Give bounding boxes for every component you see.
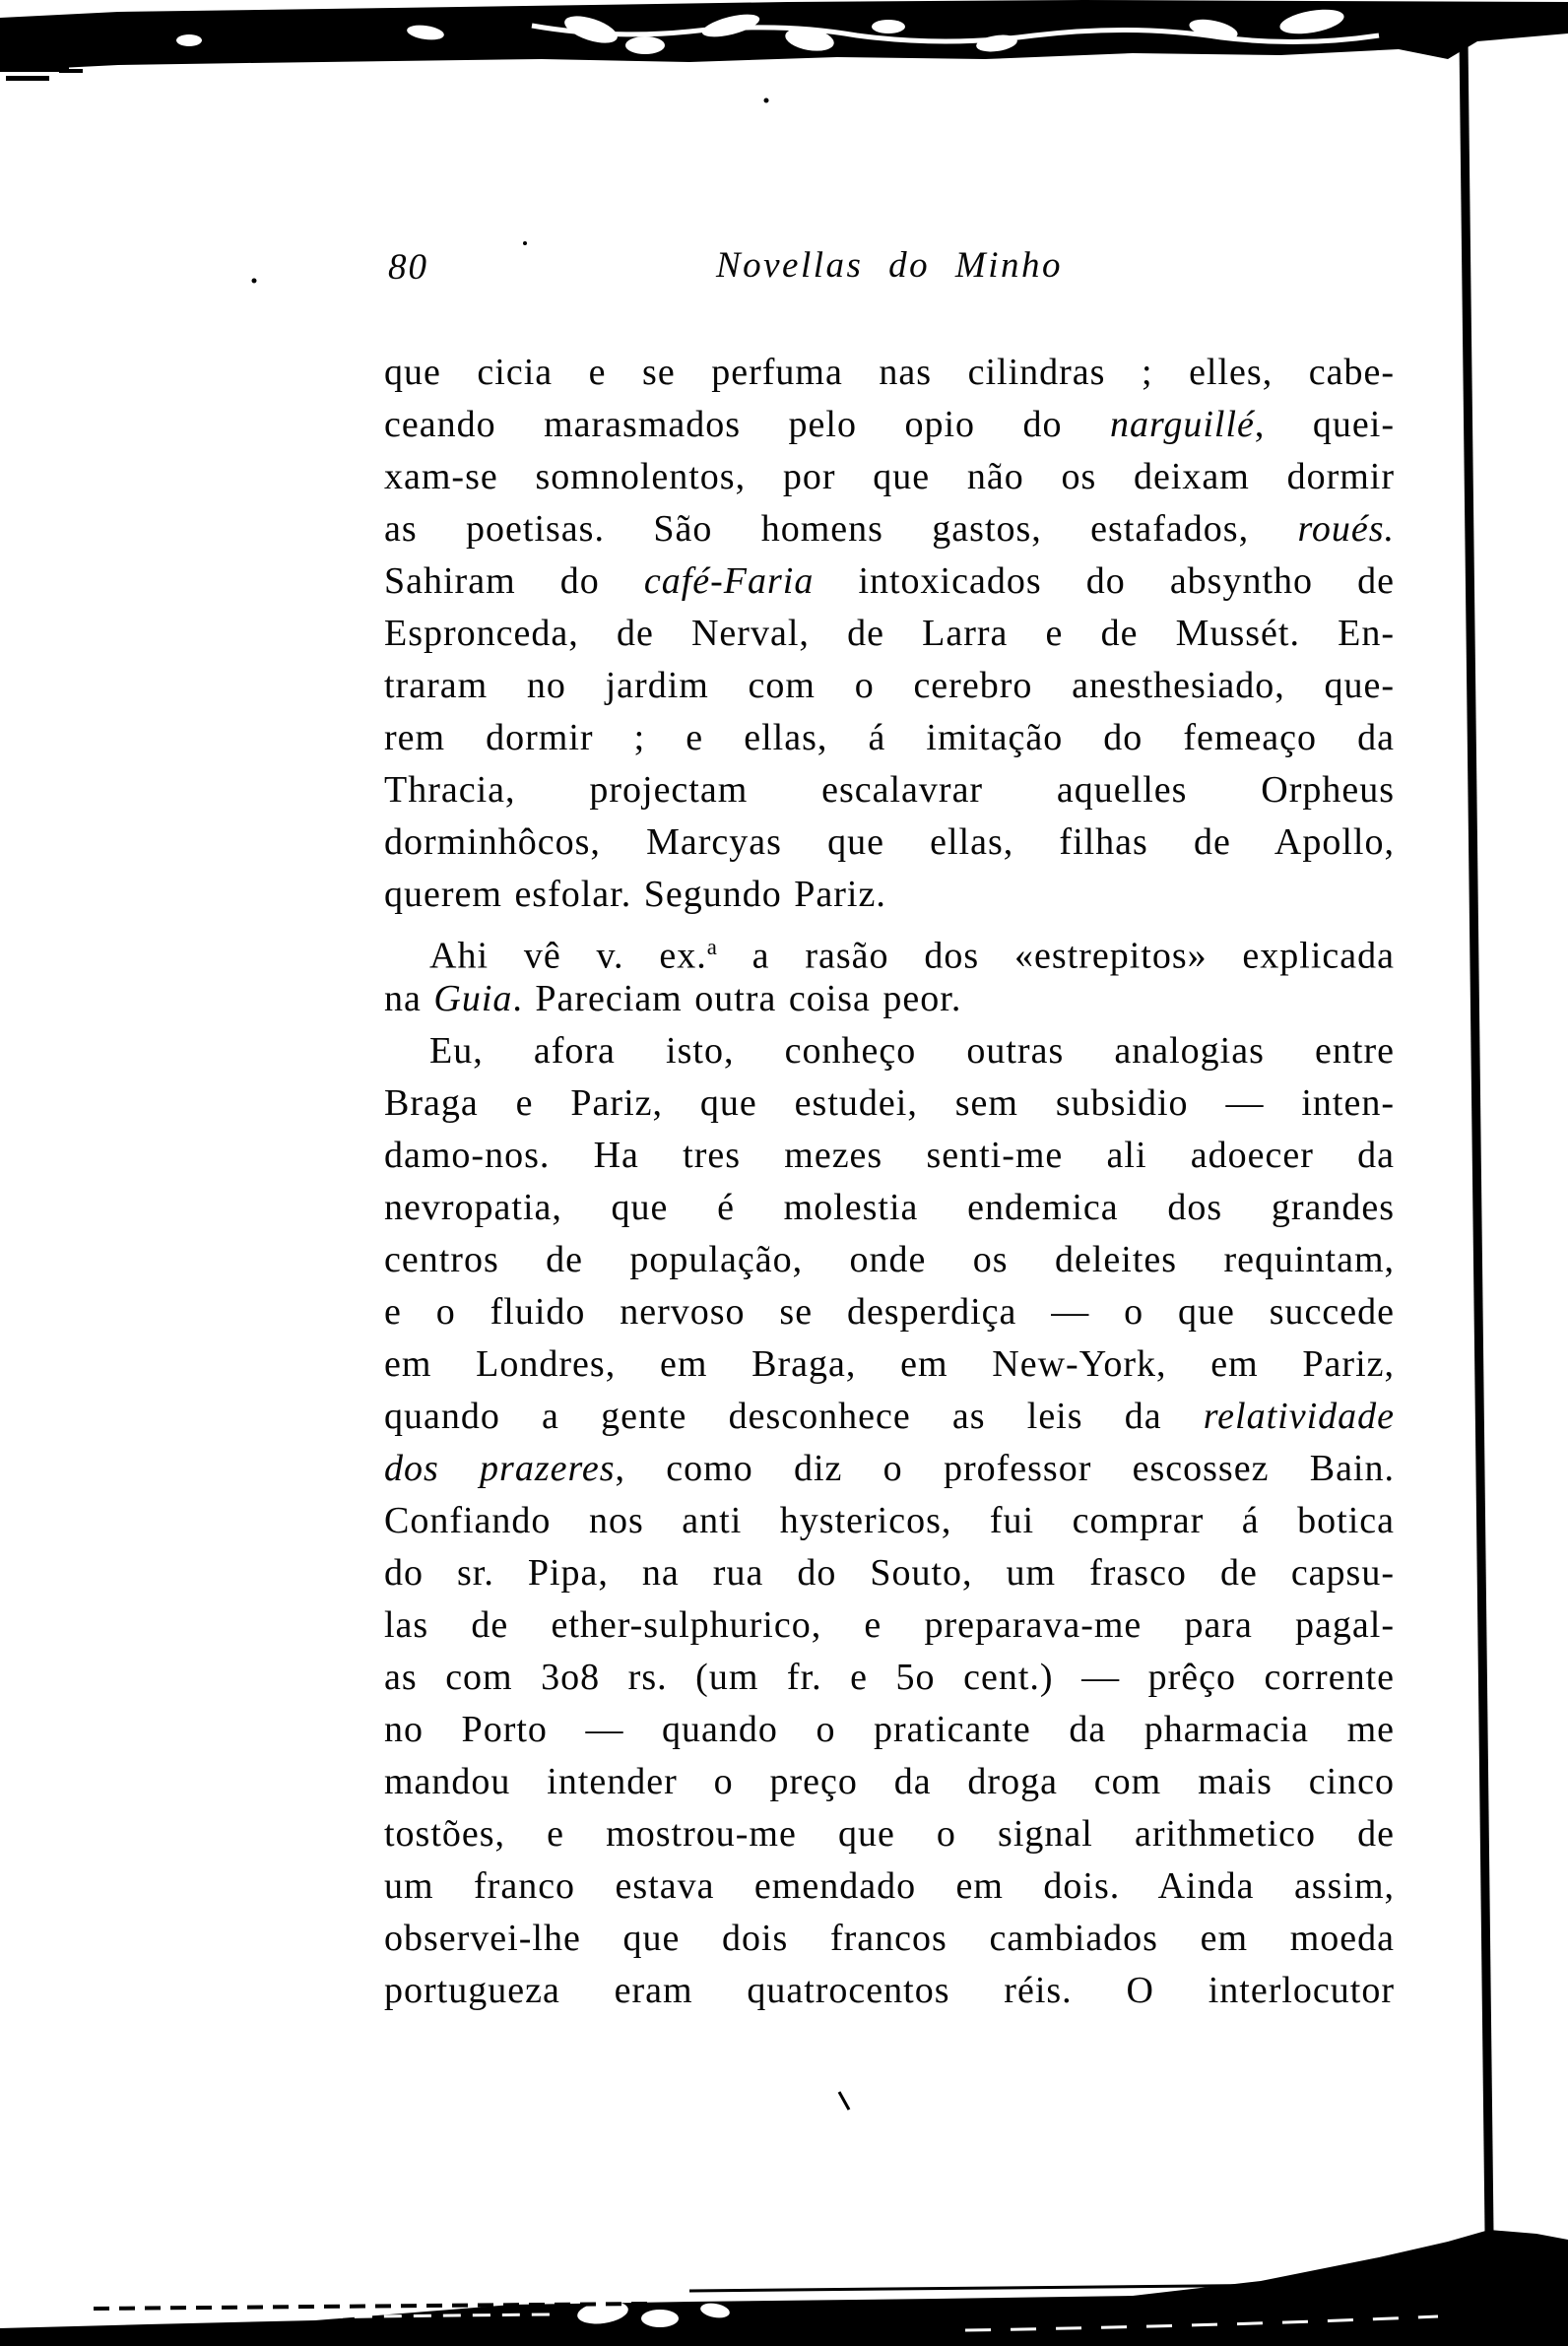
text-line	[384, 1495, 1395, 1547]
running-title: Novellas do Minho	[715, 245, 1064, 286]
text-line	[384, 1756, 1395, 1808]
text-run: Sahiram do	[384, 560, 644, 602]
italic-text: café-Faria	[643, 560, 815, 602]
body-text	[384, 347, 1395, 2017]
text-run: rem dormir ; e ellas, á imitação do femeaço da	[384, 717, 1395, 758]
text-run: e o fluido nervoso se desperdiça — o que succede	[384, 1291, 1395, 1333]
text-run: Eu, afora isto, conheço outras analogias entre	[429, 1030, 1395, 1072]
italic-text: dos prazeres	[384, 1448, 616, 1489]
text-line	[384, 1077, 1395, 1130]
scan-right-edge-line	[1464, 39, 1489, 2232]
scan-bottom-thin-line	[689, 2283, 1507, 2291]
text-line	[384, 660, 1395, 712]
text-run: portugueza eram quatrocentos réis. O interlocutor	[384, 1970, 1395, 2011]
text-line	[384, 1338, 1395, 1391]
text-line	[384, 1652, 1395, 1704]
text-line	[384, 503, 1395, 555]
text-run: a rasão dos «estrepitos» explicada	[716, 935, 1396, 977]
text-run: observei-lhe que dois francos cambiados em moeda	[384, 1918, 1395, 1959]
page-header	[384, 244, 1395, 297]
text-line	[384, 1547, 1395, 1599]
text-line	[384, 764, 1395, 816]
text-line	[384, 816, 1395, 869]
scan-top-band	[0, 0, 1568, 69]
text-run: Thracia, projectam escalavrar aquelles Orpheus	[384, 769, 1395, 811]
text-run: Ahi vê v. ex.	[429, 935, 707, 977]
text-run: ceando marasmados pelo opio do	[384, 404, 1110, 445]
text-run: na	[384, 978, 434, 1019]
text-run: um franco estava emendado em dois. Ainda assim,	[384, 1865, 1395, 1907]
text-run: do sr. Pipa, na rua do Souto, um frasco de capsu-	[384, 1552, 1395, 1594]
text-line	[384, 1391, 1395, 1443]
text-line	[384, 869, 1395, 921]
text-line	[384, 555, 1395, 608]
text-line	[384, 1965, 1395, 2017]
scan-bottom-dashed-line	[94, 2304, 650, 2309]
text-line	[384, 712, 1395, 764]
scan-bottom-band	[0, 2230, 1568, 2346]
text-run: damo-nos. Ha tres mezes senti-me ali adoecer da	[384, 1135, 1395, 1176]
text-run: Confiando nos anti hystericos, fui comprar á botica	[384, 1500, 1395, 1541]
text-run: Braga e Pariz, que estudei, sem subsidio — inten-	[384, 1082, 1395, 1124]
text-run: , como diz o professor escossez Bain.	[615, 1448, 1395, 1489]
text-run: centros de população, onde os deleites requintam,	[384, 1239, 1395, 1280]
text-run: dorminhôcos, Marcyas que ellas, filhas de Apollo,	[384, 821, 1395, 863]
text-line	[384, 921, 1396, 977]
text-line	[384, 1025, 1395, 1077]
text-run: as com 3o8 rs. (um fr. e 5o cent.) — prêço corrente	[384, 1657, 1395, 1698]
text-run: xam-se somnolentos, por que não os deixam dormir	[384, 456, 1395, 497]
italic-text: Guia	[433, 978, 513, 1019]
text-run: em Londres, em Braga, em New-York, em Pariz,	[384, 1343, 1395, 1385]
text-run: mandou intender o preço da droga com mais cinco	[384, 1761, 1395, 1802]
text-line	[384, 1443, 1395, 1495]
text-line	[384, 1860, 1395, 1913]
text-line	[384, 973, 1395, 1025]
text-run: tostões, e mostrou-me que o signal arithmetico de	[384, 1813, 1395, 1855]
text-line	[384, 608, 1395, 660]
text-line	[384, 1286, 1395, 1338]
page-number: 80	[388, 247, 428, 288]
text-run: nevropatia, que é molestia endemica dos grandes	[384, 1187, 1395, 1228]
italic-text: roués.	[1297, 508, 1395, 550]
text-line	[384, 1704, 1395, 1756]
text-run: . Pareciam outra coisa peor.	[512, 978, 962, 1019]
italic-text: narguillé	[1110, 404, 1255, 445]
superscript-text: a	[706, 935, 717, 959]
text-run: as poetisas. São homens gastos, estafados,	[384, 508, 1298, 550]
text-run: quando a gente desconhece as leis da	[384, 1396, 1204, 1437]
text-line	[384, 1599, 1395, 1652]
text-line	[384, 399, 1395, 451]
scan-top-left-marks	[0, 63, 83, 81]
text-line	[384, 1130, 1395, 1182]
text-line	[384, 347, 1395, 399]
text-line	[384, 1182, 1395, 1234]
text-run: , quei-	[1254, 404, 1395, 445]
scan-bottom-band-tears	[89, 2298, 1438, 2330]
text-run: que cicia e se perfuma nas cilindras ; elles, cabe-	[384, 352, 1395, 393]
text-line	[384, 1808, 1395, 1860]
italic-text: relatividade	[1203, 1396, 1395, 1437]
text-line	[384, 1234, 1395, 1286]
text-run: las de ether-sulphurico, e preparava-me para pagal-	[384, 1604, 1395, 1646]
scan-top-band-tears	[176, 5, 1379, 54]
text-run: Espronceda, de Nerval, de Larra e de Mussét. En-	[384, 613, 1395, 654]
text-run: no Porto — quando o praticante da pharmacia me	[384, 1709, 1395, 1750]
text-line	[384, 1913, 1395, 1965]
text-run: querem esfolar. Segundo Pariz.	[384, 874, 886, 915]
text-run: traram no jardim com o cerebro anesthesiado, que-	[384, 665, 1395, 706]
text-run: intoxicados do absyntho de	[814, 560, 1395, 602]
text-line	[384, 451, 1395, 503]
